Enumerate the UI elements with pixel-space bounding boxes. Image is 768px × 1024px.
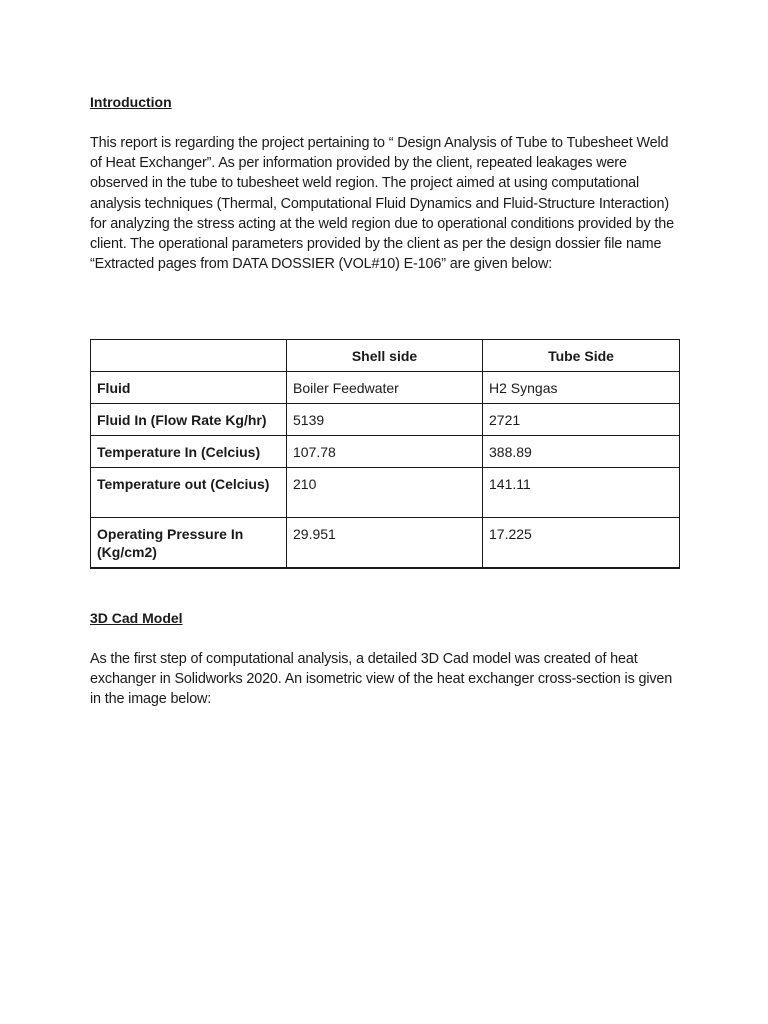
cad-model-heading: 3D Cad Model [90, 610, 183, 626]
table-row [91, 404, 680, 436]
cell-shell-temperature-out: 210 [287, 468, 483, 518]
row-label-temperature-in: Temperature In (Celcius) [91, 436, 287, 468]
introduction-heading: Introduction [90, 94, 172, 110]
table-header-row [91, 340, 680, 372]
row-label-temperature-out: Temperature out (Celcius) [91, 468, 287, 518]
cell-shell-operating-pressure: 29.951 [287, 518, 483, 569]
table-header-tube-side: Tube Side [483, 340, 680, 372]
cell-tube-operating-pressure: 17.225 [483, 518, 680, 569]
table-row [91, 468, 680, 518]
cell-shell-temperature-in: 107.78 [287, 436, 483, 468]
cell-shell-fluid: Boiler Feedwater [287, 372, 483, 404]
table-row [91, 436, 680, 468]
operational-parameters-table [90, 339, 680, 569]
row-label-flow-rate: Fluid In (Flow Rate Kg/hr) [91, 404, 287, 436]
table-row [91, 518, 680, 569]
cell-tube-fluid: H2 Syngas [483, 372, 680, 404]
introduction-paragraph: This report is regarding the project pertaining to “ Design Analysis of Tube to Tubesheet Weld of Heat Exchanger”. As per information provided by the client, repeated leakages were observed in the tube to tubesheet weld region. The project aimed at using computational analysis techniques (Thermal, Computational Fluid Dynamics and Fluid-Structure Interaction) for analyzing the stress acting at the weld region due to operational conditions provided by the client. The operational parameters provided by the client as per the design dossier file name “Extracted pages from DATA DOSSIER (VOL#10) E-106” are given below: [90, 135, 674, 273]
table-header-shell-side: Shell side [287, 340, 483, 372]
cell-tube-temperature-out: 141.11 [483, 468, 680, 518]
row-label-operating-pressure: Operating Pressure In (Kg/cm2) [91, 518, 287, 569]
table-header-empty [91, 340, 287, 372]
table-row [91, 372, 680, 404]
cell-tube-temperature-in: 388.89 [483, 436, 680, 468]
cell-shell-flow-rate: 5139 [287, 404, 483, 436]
row-label-fluid: Fluid [91, 372, 287, 404]
cell-tube-flow-rate: 2721 [483, 404, 680, 436]
cad-model-paragraph: As the first step of computational analysis, a detailed 3D Cad model was created of heat exchanger in Solidworks 2020. An isometric view of the heat exchanger cross-section is given in the image below: [90, 651, 673, 708]
